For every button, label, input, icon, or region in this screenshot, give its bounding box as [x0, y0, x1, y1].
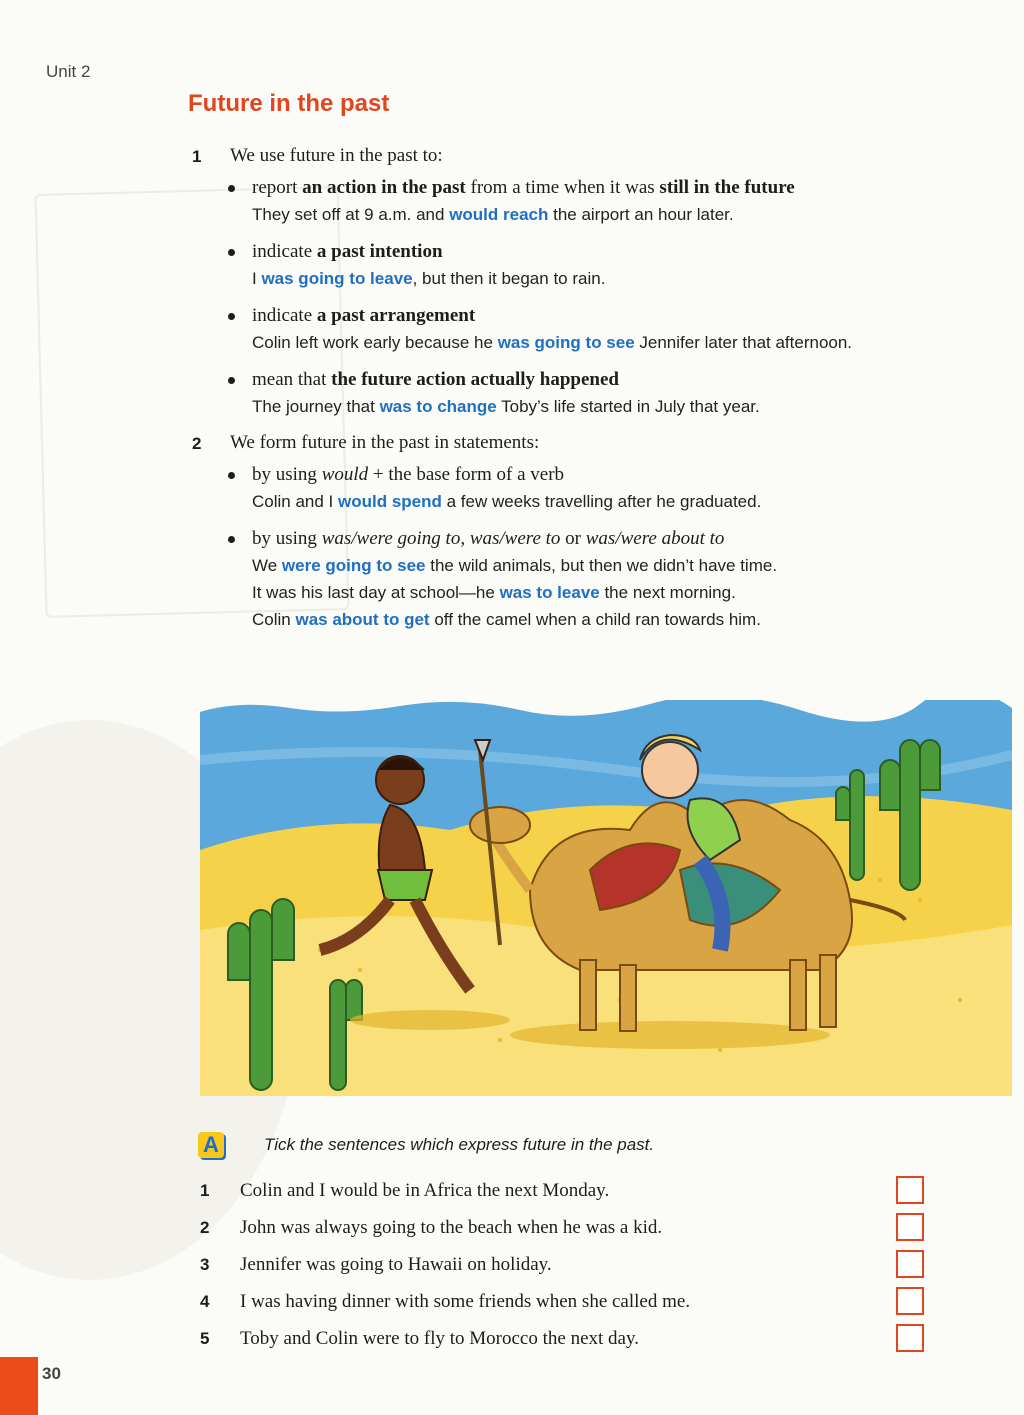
exercise-item	[198, 1246, 998, 1283]
bullet-item	[226, 175, 992, 228]
text-segment: Colin left work early because he	[252, 333, 498, 352]
highlighted-verb-phrase: were going to see	[281, 556, 426, 575]
exercise-a	[198, 1132, 998, 1357]
rule-number: 1	[192, 147, 202, 166]
text-segment: a few weeks travelling after he graduated.	[441, 492, 762, 511]
item-number: 5	[200, 1328, 210, 1348]
example-sentence	[252, 579, 992, 606]
text-segment: Colin	[252, 610, 296, 629]
text-segment: indicate	[252, 241, 317, 262]
exercise-item	[198, 1172, 998, 1209]
bold-text: an action in the past	[302, 177, 466, 198]
item-sentence: Colin and I would be in Africa the next Monday.	[240, 1179, 610, 1201]
highlighted-verb-phrase: was about to get	[295, 610, 430, 629]
text-segment: mean that	[252, 369, 332, 390]
rule-header	[192, 145, 992, 167]
item-sentence: John was always going to the beach when he was a kid.	[240, 1216, 663, 1238]
rule-header	[192, 432, 992, 454]
highlighted-verb-phrase: was to leave	[499, 583, 600, 602]
rule-intro: We form future in the past in statements:	[230, 432, 540, 453]
text-segment: Colin and I	[252, 492, 338, 511]
text-segment: the wild animals, but then we didn’t have time.	[425, 556, 778, 575]
rule-number: 2	[192, 434, 202, 453]
example-sentence	[252, 552, 992, 579]
bullet-text	[252, 239, 992, 265]
tick-checkbox[interactable]	[896, 1287, 924, 1315]
text-segment: , but then it began to rain.	[412, 269, 606, 288]
bold-text: a past arrangement	[316, 305, 476, 326]
rule-intro: We use future in the past to:	[230, 145, 443, 166]
text-segment: It was his last day at school—he	[252, 583, 500, 602]
text-segment: the next morning.	[599, 583, 736, 602]
tick-checkbox[interactable]	[896, 1213, 924, 1241]
bullet-item	[226, 303, 992, 356]
bullet-text	[252, 303, 992, 329]
text-segment: or	[560, 528, 586, 549]
grammar-rules	[192, 145, 992, 645]
text-segment: They set off at 9 a.m. and	[252, 205, 450, 224]
bullet-text	[252, 367, 992, 393]
text-segment: from a time when it was	[465, 177, 660, 198]
italic-text: was/were about to	[585, 528, 725, 549]
italic-text: would	[321, 464, 369, 485]
text-segment: the airport an hour later.	[548, 205, 734, 224]
text-segment: by using	[252, 464, 322, 485]
rule-bullets	[192, 175, 992, 420]
example-sentence	[252, 329, 992, 356]
rule-bullets	[192, 462, 992, 633]
bold-text: a past intention	[316, 241, 443, 262]
bold-text: the future action actually happened	[331, 369, 619, 390]
exercise-item	[198, 1320, 998, 1357]
rule-1	[192, 145, 992, 420]
item-number: 1	[200, 1180, 210, 1200]
bullet-item	[226, 462, 992, 515]
bullet-item	[226, 526, 992, 633]
example-sentence	[252, 606, 992, 633]
item-sentence: Toby and Colin were to fly to Morocco the next day.	[240, 1327, 639, 1349]
text-segment: We	[252, 556, 282, 575]
tick-checkbox[interactable]	[896, 1176, 924, 1204]
example-sentence	[252, 265, 992, 292]
highlighted-verb-phrase: would reach	[449, 205, 549, 224]
page-number: 30	[42, 1364, 61, 1383]
highlighted-verb-phrase: was going to leave	[261, 269, 413, 288]
item-sentence: Jennifer was going to Hawaii on holiday.	[240, 1253, 552, 1275]
item-number: 2	[200, 1217, 210, 1237]
bullet-text	[252, 462, 992, 488]
text-segment: + the base form of a verb	[368, 464, 565, 485]
exercise-item	[198, 1283, 998, 1320]
text-segment: I	[252, 269, 262, 288]
highlighted-verb-phrase: was going to see	[497, 333, 635, 352]
rule-2	[192, 432, 992, 633]
tick-checkbox[interactable]	[896, 1324, 924, 1352]
tick-checkbox[interactable]	[896, 1250, 924, 1278]
italic-text: was/were going to, was/were to	[321, 528, 561, 549]
text-segment: Jennifer later that afternoon.	[634, 333, 853, 352]
bullet-item	[226, 239, 992, 292]
text-segment: off the camel when a child ran towards him.	[429, 610, 761, 629]
exercise-item	[198, 1209, 998, 1246]
item-number: 3	[200, 1254, 210, 1274]
example-sentence	[252, 393, 992, 420]
bullet-text	[252, 526, 992, 552]
bullet-item	[226, 367, 992, 420]
text-segment: report	[252, 177, 303, 198]
exercise-items	[198, 1172, 998, 1357]
exercise-instruction: Tick the sentences which express future in the past.	[264, 1135, 655, 1154]
highlighted-verb-phrase: would spend	[338, 492, 442, 511]
highlighted-verb-phrase: was to change	[379, 397, 497, 416]
section-title: Future in the past	[188, 90, 390, 117]
desert-camel-illustration	[200, 700, 1012, 1096]
exercise-badge: A	[198, 1132, 224, 1158]
page-tab	[0, 1357, 38, 1415]
text-segment: indicate	[252, 305, 317, 326]
unit-label: Unit 2	[46, 62, 91, 81]
item-number: 4	[200, 1291, 210, 1311]
text-segment: The journey that	[252, 397, 380, 416]
bullet-text	[252, 175, 992, 201]
item-sentence: I was having dinner with some friends when she called me.	[240, 1290, 691, 1312]
example-sentence	[252, 201, 992, 228]
example-sentence	[252, 488, 992, 515]
bold-text: still in the future	[659, 177, 795, 198]
text-segment: Toby’s life started in July that year.	[496, 397, 760, 416]
text-segment: by using	[252, 528, 322, 549]
